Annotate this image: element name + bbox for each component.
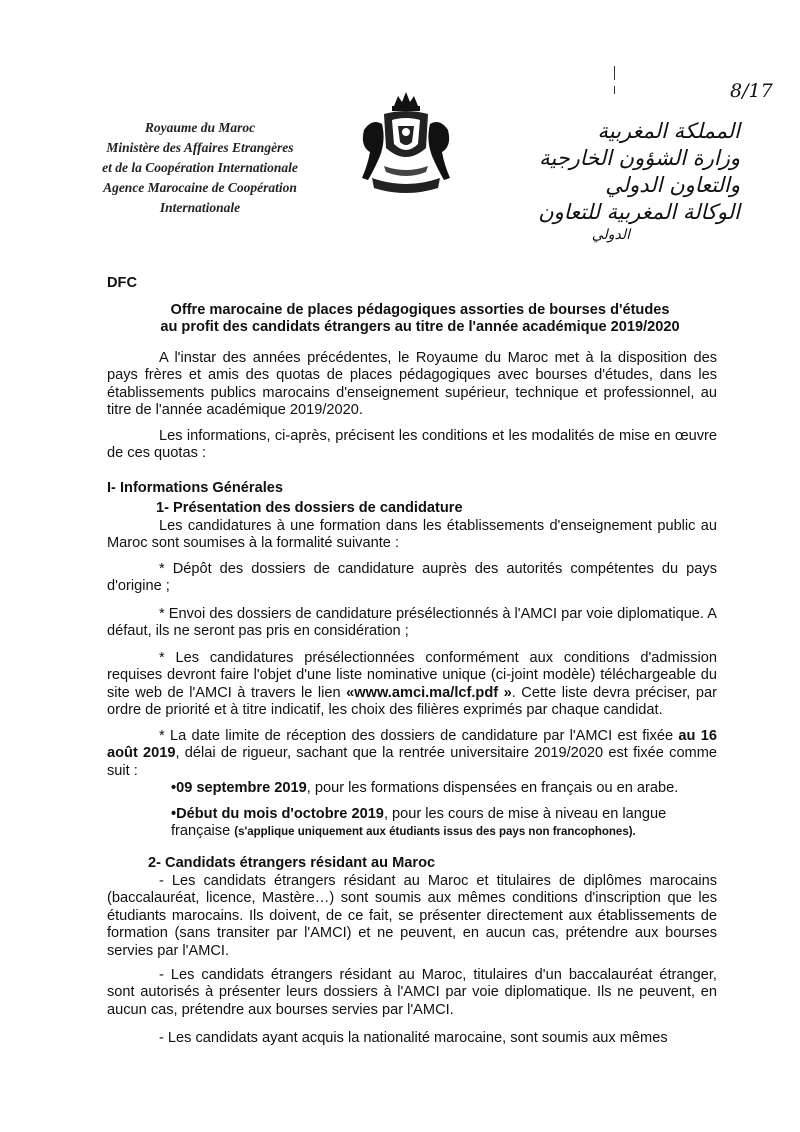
date-item-2-note: (s'applique uniquement aux étudiants issus des pays non francophones). xyxy=(234,826,636,839)
bullet-1: * Dépôt des dossiers de candidature auprès des autorités compétentes du pays d'origine ; xyxy=(107,561,717,595)
header-left-line-5: Internationale xyxy=(159,200,241,215)
bullet-4-text-b: , délai de rigueur, sachant que la rentrée universitaire 2019/2020 est fixée comme suit : xyxy=(107,745,717,779)
section-heading: I- Informations Générales xyxy=(107,480,283,496)
scan-mark xyxy=(614,86,615,94)
title-line-1: Offre marocaine de places pédagogiques assorties de bourses d'études xyxy=(170,302,670,318)
header-right-line-3: والتعاون الدولي xyxy=(605,173,740,197)
title-line-2: au profit des candidats étrangers au titre de l'année académique 2019/2020 xyxy=(160,319,680,335)
header-right-line-5: الدولي xyxy=(591,227,630,243)
date-item-2-rest: , pour les cours de mise à niveau en langue française xyxy=(171,806,667,840)
document-title xyxy=(140,302,700,336)
subsection-2-paragraph-1: - Les candidats étrangers résidant au Maroc et titulaires de diplômes marocains (baccalauréat, licence, Mastère…) sont soumis aux mêmes conditions d'inscription que les étudiants marocains. Ils doivent, de ce fait, se présenter directement aux établissements de formation (sans transiter par l'AMCI) et ne peuvent, en aucun cas, prétendre aux bourses servies par l'AMCI. xyxy=(107,873,717,959)
header-right xyxy=(500,118,740,244)
subsection-1-lead: Les candidatures à une formation dans les établissements d'enseignement public au Maroc sont soumises à la formalité suivante : xyxy=(107,518,717,552)
subsection-heading-1: 1- Présentation des dossiers de candidature xyxy=(156,500,463,516)
bullet-3-text-a: * Les candidatures présélectionnées conformément aux conditions d'admission requises devront faire l'objet d'une liste nominative unique (ci-joint modèle) téléchargeable du site web de l'AMCI à travers le lien xyxy=(107,650,717,701)
reference-code: DFC xyxy=(107,275,137,291)
header-left-line-2: Ministère des Affaires Etrangères xyxy=(106,140,294,155)
bullet-3 xyxy=(107,650,717,720)
bullet-dot-icon: • xyxy=(171,780,177,796)
amci-link[interactable]: «www.amci.ma/lcf.pdf » xyxy=(346,684,512,701)
intro-paragraph-1: A l'instar des années précédentes, le Royaume du Maroc met à la disposition des pays frères et amis des quotas de places pédagogiques avec bourses d'études, dans les établissements publics marocains d'enseignement supérieur, technique et professionnel, au titre de l'année académique 2019/2020. xyxy=(107,350,717,419)
date-item-1 xyxy=(171,780,721,797)
bullet-dot-icon: • xyxy=(171,806,177,822)
header-left-line-1: Royaume du Maroc xyxy=(144,120,256,135)
page-number: 8/17 xyxy=(730,80,773,102)
header-right-line-4: الوكالة المغربية للتعاون xyxy=(538,200,740,224)
header-left xyxy=(70,118,330,218)
intro-paragraph-2: Les informations, ci-après, précisent les conditions et les modalités de mise en œuvre de ces quotas : xyxy=(107,428,717,462)
bullet-3-text-b: . Cette liste devra préciser, par ordre de priorité et à titre indicatif, les choix des filières exprimés par chaque candidat. xyxy=(107,684,717,719)
header-left-line-3: et de la Coopération Internationale xyxy=(102,160,298,175)
scan-mark xyxy=(614,66,615,80)
date-item-1-bold: 09 septembre 2019 xyxy=(176,780,307,796)
header-left-line-4: Agence Marocaine de Coopération xyxy=(103,180,297,195)
subsection-2-paragraph-2: - Les candidats étrangers résidant au Maroc, titulaires d'un baccalauréat étranger, sont autorisés à présenter leurs dossiers à l'AMCI par voie diplomatique. Ils ne peuvent, en aucun cas, prétendre aux bourses servies par l'AMCI. xyxy=(107,967,717,1018)
bullet-4-text-a: * La date limite de réception des dossiers de candidature par l'AMCI est fixée xyxy=(159,728,679,744)
header-right-line-2: وزارة الشؤون الخارجية xyxy=(539,146,740,170)
deadline-date: au 16 août 2019 xyxy=(107,728,717,762)
date-item-1-rest: , pour les formations dispensées en français ou en arabe. xyxy=(306,780,679,796)
coat-of-arms-icon xyxy=(354,90,458,200)
bullet-4 xyxy=(107,728,717,780)
header-right-line-1: المملكة المغربية xyxy=(597,119,740,143)
subsection-2-paragraph-3: - Les candidats ayant acquis la nationalité marocaine, sont soumis aux mêmes xyxy=(159,1030,668,1046)
bullet-2: * Envoi des dossiers de candidature présélectionnés à l'AMCI par voie diplomatique. A défaut, ils ne seront pas pris en considération ; xyxy=(107,606,717,640)
subsection-heading-2: 2- Candidats étrangers résidant au Maroc xyxy=(148,855,436,871)
date-item-2-bold: Début du mois d'octobre 2019 xyxy=(176,806,384,822)
date-item-2 xyxy=(171,806,721,842)
